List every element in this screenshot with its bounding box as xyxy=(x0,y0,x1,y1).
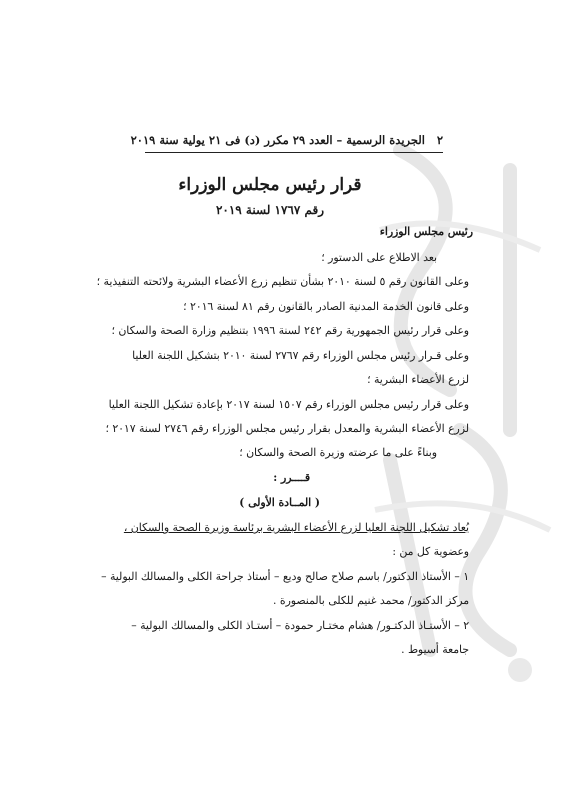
article-line: ١ – الأستاذ الدكتور/ باسم صلاح صالح وديع – أستاذ جراحة الكلى والمسالك البولية – xyxy=(101,570,469,583)
preamble-line: وعلى القانون رقم ٥ لسنة ٢٠١٠ بشأن تنظيم زرع الأعضاء البشرية ولائحته التنفيذية ؛ xyxy=(96,275,469,288)
article-one-heading: ( المــادة الأولى ) xyxy=(239,496,320,509)
preamble-line: وعلى قرار رئيس مجلس الوزراء رقم ١٥٠٧ لسنة ٢٠١٧ بإعادة تشكيل اللجنة العليا xyxy=(108,398,469,411)
preamble-line: وعلى قرار رئيس الجمهورية رقم ٢٤٢ لسنة ١٩٩٦ بتنظيم وزارة الصحة والسكان ؛ xyxy=(111,324,469,337)
decided-heading: قــــرر : xyxy=(273,471,310,484)
issuer-heading: رئيس مجلس الوزراء xyxy=(379,225,473,238)
decree-title: قرار رئيس مجلس الوزراء xyxy=(178,175,362,195)
running-title: الجريدة الرسمية – العدد ٢٩ مكرر (د) فى ٢١ يولية سنة ٢٠١٩ xyxy=(130,133,425,147)
article-line: مركز الدكتور/ محمد غنيم للكلى بالمنصورة . xyxy=(273,594,469,607)
decree-number: رقم ١٧٦٧ لسنة ٢٠١٩ xyxy=(215,203,325,217)
page-number: ٢ xyxy=(436,133,443,147)
article-line: وعضوية كل من : xyxy=(392,545,469,558)
preamble-line: بعد الاطلاع على الدستور ؛ xyxy=(321,251,437,264)
preamble-line: وعلى قانون الخدمة المدنية الصادر بالقانون رقم ٨١ لسنة ٢٠١٦ ؛ xyxy=(183,300,469,313)
preamble-line: لزرع الأعضاء البشرية ؛ xyxy=(367,373,469,386)
article-line: ٢ – الأستـاذ الدكتـور/ هشام مختـار حمودة – أستـاذ الكلى والمسالك البولية – xyxy=(131,619,469,632)
header-rule xyxy=(145,152,443,153)
preamble-line: لزرع الأعضاء البشرية والمعدل بقرار رئيس مجلس الوزراء رقم ٢٧٤٦ لسنة ٢٠١٧ ؛ xyxy=(105,422,469,435)
article-line: يُعاد تشكيل اللجنة العليا لزرع الأعضاء البشرية برئاسة وزيرة الصحة والسكان ، xyxy=(123,521,469,534)
preamble-line: وعلى قـرار رئيس مجلس الوزراء رقم ٢٧٦٧ لسنة ٢٠١٠ بتشكيل اللجنة العليا xyxy=(132,349,469,362)
article-line: جامعة أسيوط . xyxy=(401,643,469,656)
preamble-line: وبناءً على ما عرضته وزيرة الصحة والسكان ؛ xyxy=(239,446,437,459)
